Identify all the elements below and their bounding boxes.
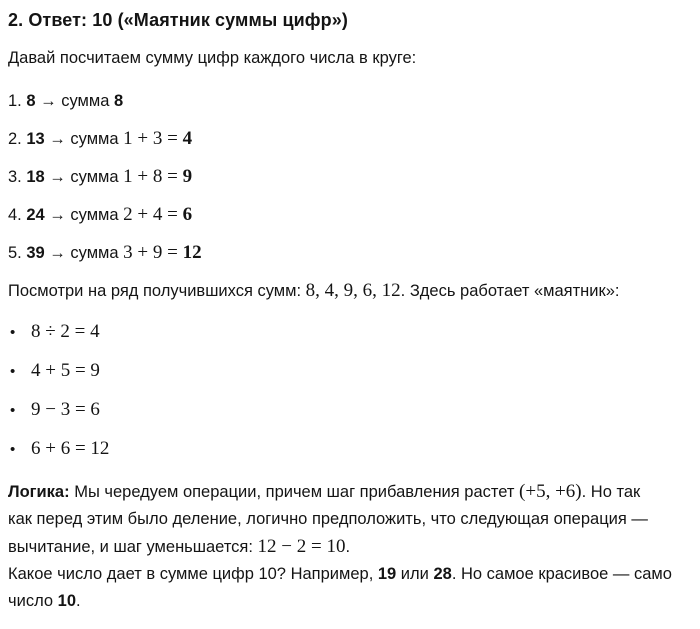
answer-section [8,9,692,615]
pendulum-item [10,400,692,421]
answer-heading: 2. Ответ: 10 («Маятник суммы цифр») [8,10,348,30]
bullet-icon: • [10,441,16,458]
text-segment: 10 [57,592,76,610]
bullet-icon: • [10,402,16,419]
pendulum-equation [31,362,100,380]
text-segment: 8, 4, 9, 6, 12 [305,280,401,301]
text-segment: 4 + 5 = 9 [31,360,100,381]
pendulum-equation [31,323,100,341]
digit-sum-item [8,205,692,225]
text-segment: 6 [182,204,193,225]
digit-sum-item [8,243,692,263]
pendulum-list [8,322,692,460]
text-segment: 28 [433,565,452,583]
text-segment: (+5, +6) [519,481,582,502]
text-segment: 9 [182,166,193,187]
text-segment: 2. [8,130,27,148]
digit-sum-item [8,91,692,111]
text-segment: 8 ÷ 2 = 4 [31,321,100,342]
text-segment: Логика: [8,483,70,501]
text-segment: 8 [26,92,36,110]
text-segment: 3 + 9 = [123,242,183,263]
digit-sum-item [8,167,692,187]
text-segment: 2 + 4 = [123,204,183,225]
text-segment: 1 + 3 = [123,128,183,149]
text-segment: 4 [182,128,193,149]
text-segment: . [345,538,351,556]
text-segment: → сумма [44,168,124,186]
pendulum-item [10,361,692,382]
text-segment: 1. [8,92,27,110]
text-segment: или [396,565,434,583]
pendulum-equation [31,401,100,419]
text-segment: 4. [8,206,27,224]
text-segment: 9 − 3 = 6 [31,399,100,420]
text-segment: вычитание, и шаг уменьшается: [8,538,258,556]
sums-paragraph [8,281,692,301]
text-segment: 19 [377,565,397,583]
text-segment: как перед этим было деление, логично предположить, что следующая операция — [8,510,648,528]
text-segment: . Здесь работает «маятник»: [400,282,620,300]
text-segment: 18 [26,168,45,186]
text-segment: 39 [26,244,45,262]
text-segment: 13 [26,130,45,148]
text-segment: . Но так [581,483,641,501]
text-segment: 5. [8,244,27,262]
text-segment: Какое число дает в сумме цифр 10? Например, [8,565,378,583]
text-segment: Мы чередуем операции, причем шаг прибавления растет [69,483,520,501]
logic-paragraph [8,478,692,615]
pendulum-equation [31,440,109,458]
digit-sum-item [8,129,692,149]
pendulum-item [10,439,692,460]
text-segment: Посмотри на ряд получившихся сумм: [8,282,306,300]
logic-line [8,533,692,561]
text-segment: 6 + 6 = 12 [31,438,110,459]
logic-line [8,561,692,588]
pendulum-item [10,322,692,343]
bullet-icon: • [10,363,16,380]
text-segment: 12 − 2 = 10 [257,536,346,557]
text-segment: → сумма [44,130,124,148]
text-segment: 8 [113,92,124,110]
text-segment: . [76,592,81,610]
bullet-icon: • [10,324,16,341]
text-segment: число [8,592,58,610]
text-segment: → сумма [44,206,124,224]
text-segment: → сумма [35,92,114,110]
text-segment: 1 + 8 = [123,166,183,187]
logic-line [8,478,692,506]
text-segment: → сумма [44,244,124,262]
text-segment: 12 [182,242,202,263]
logic-line [8,506,692,533]
text-segment: . Но самое красивое — само [451,565,672,583]
logic-line [8,588,692,615]
text-segment: 24 [26,206,45,224]
intro-paragraph: Давай посчитаем сумму цифр каждого числа в круге: [8,49,417,67]
digit-sum-list [8,91,692,263]
text-segment: 3. [8,168,27,186]
